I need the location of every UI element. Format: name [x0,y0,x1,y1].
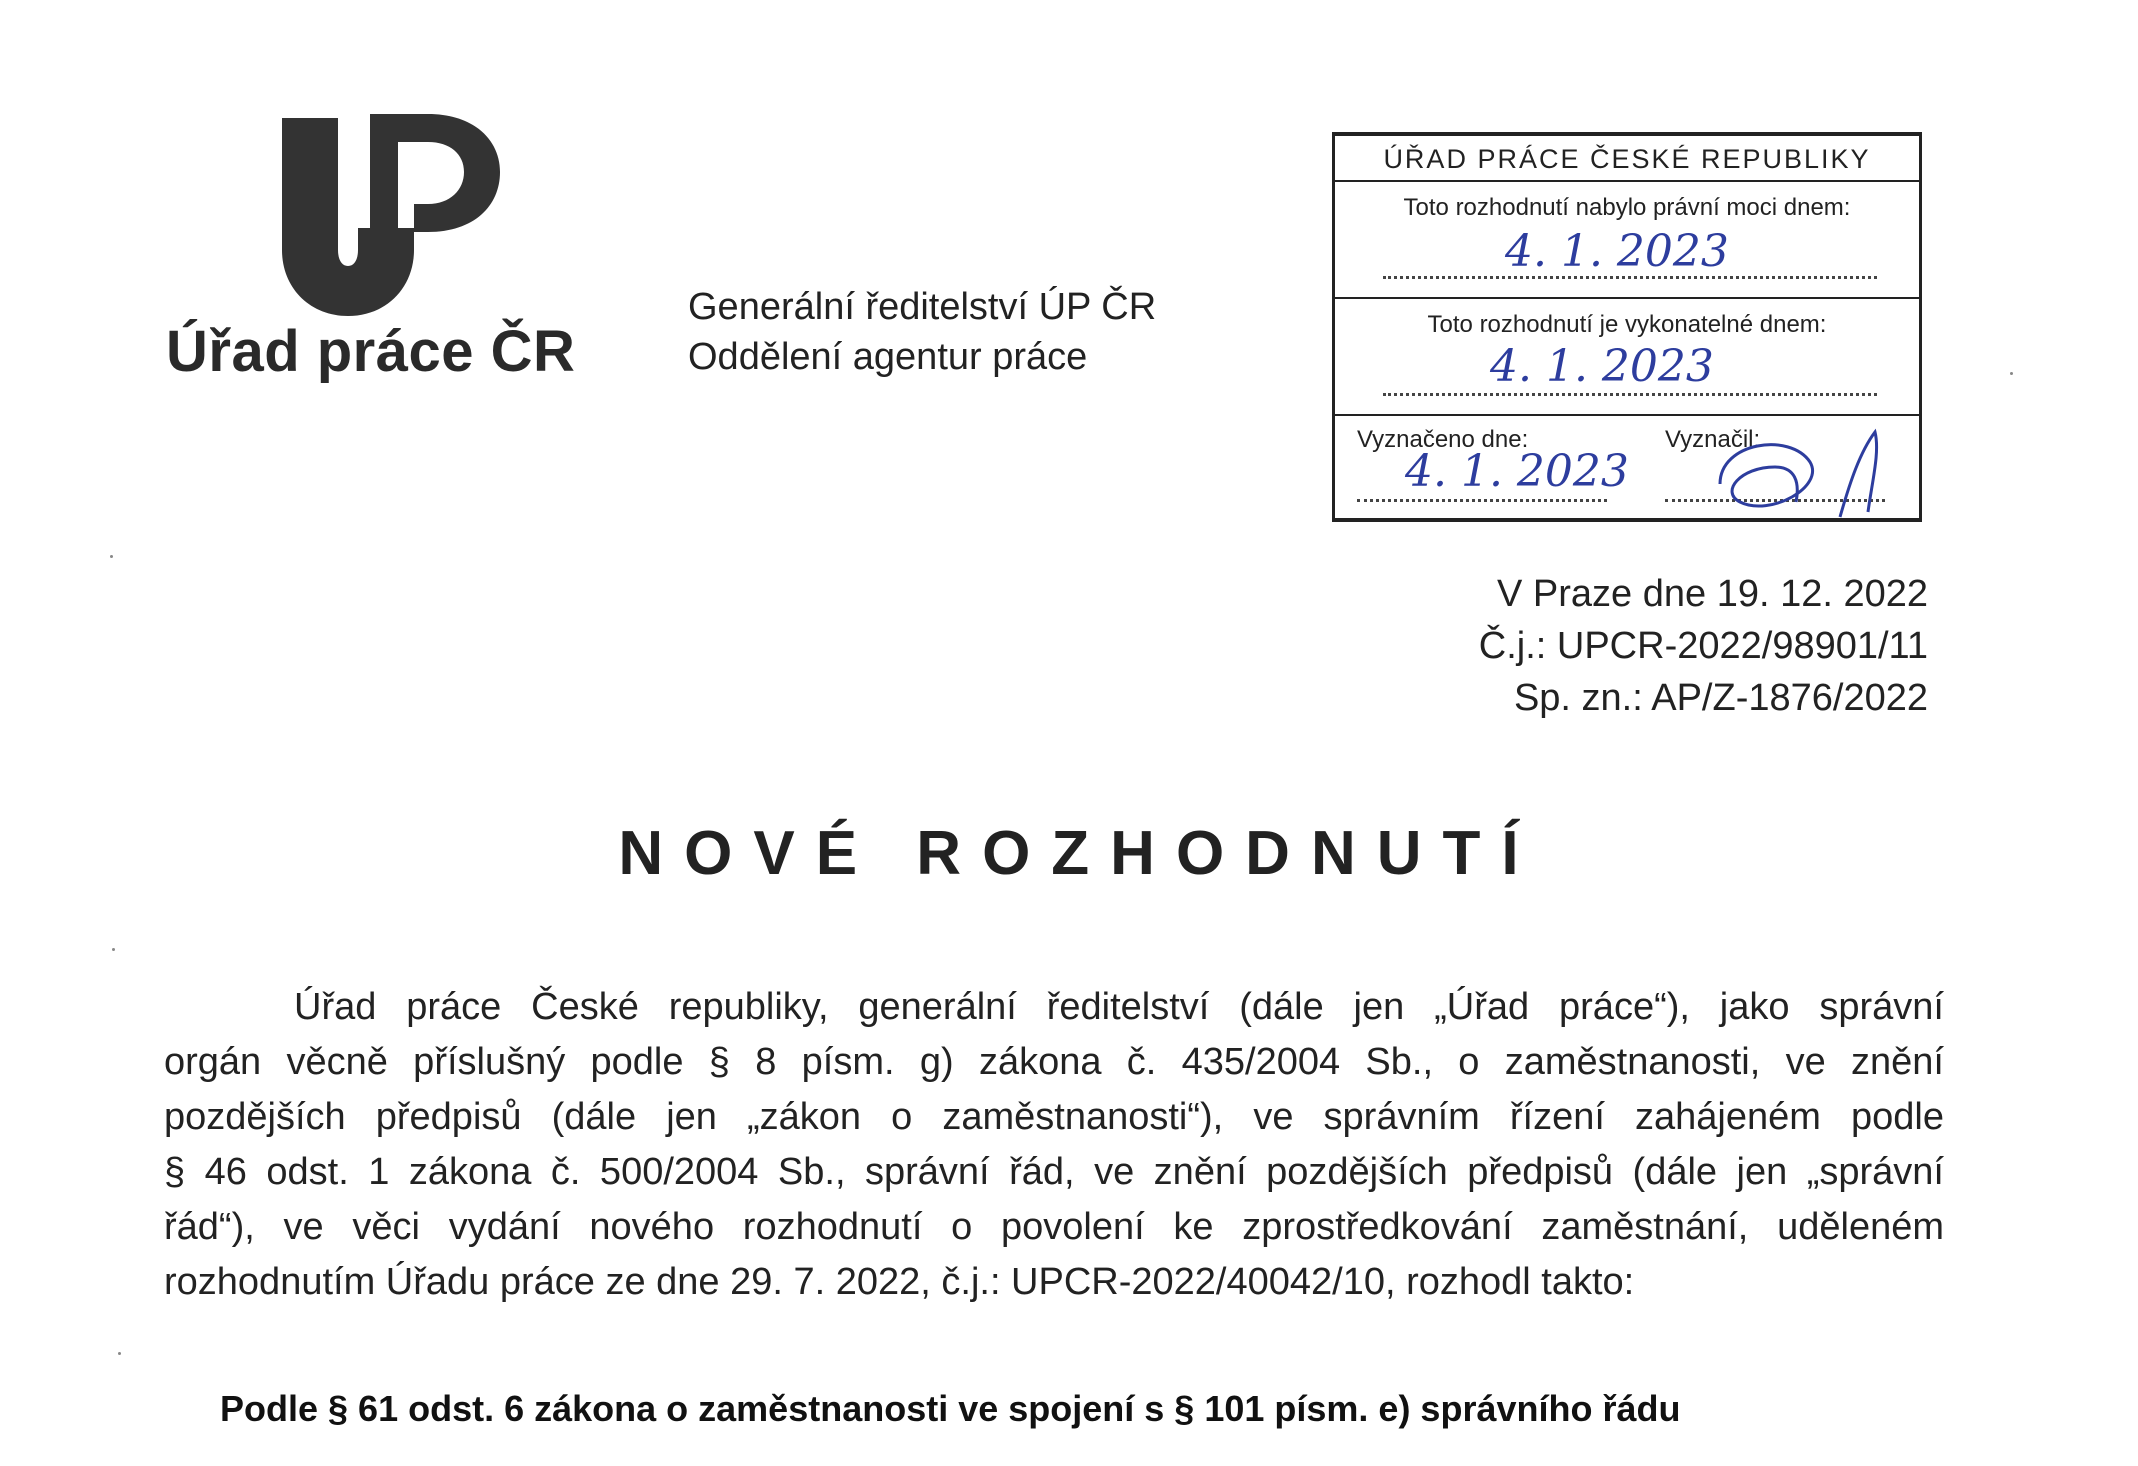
document-heading: NOVÉ ROZHODNUTÍ [618,819,1540,888]
reference-block [1479,568,1928,724]
stamp-row-enforceable [1335,299,1919,416]
logo [160,110,590,400]
decision-paragraph [164,980,1944,1310]
paragraph-line: rozhodnutím Úřadu práce ze dne 29. 7. 2022, č.j.: UPCR-2022/40042/10, rozhodl takto: [164,1261,1635,1303]
paragraph-line: Úřad práce České republiky, generální ředitelství (dále jen „Úřad práce“), jako správní [294,986,1944,1028]
stamp-title: ÚŘAD PRÁCE ČESKÉ REPUBLIKY [1335,136,1919,182]
stamp-row-marked [1335,416,1919,520]
file-number: Sp. zn.: AP/Z-1876/2022 [1513,677,1928,719]
logo-text: Úřad práce ČR [166,319,576,384]
stamp-dotted-line [1357,499,1607,502]
handwritten-signature [1700,422,1900,522]
department-heading [688,282,1156,382]
paragraph-line: pozdějších předpisů (dále jen „zákon o zaměstnanosti“), ve správním řízení zahájeném podle [164,1096,1944,1138]
stamp-marked-by-label: Vyznačil: [1665,426,1761,453]
place-date: V Praze dne 19. 12. 2022 [1497,573,1928,615]
paragraph-line: orgán věcně příslušný podle § 8 písm. g) zákona č. 435/2004 Sb., o zaměstnanosti, ve znění [164,1041,1944,1083]
stamp-legal-force-label: Toto rozhodnutí nabylo právní moci dnem: [1403,194,1851,221]
department-line-2: Oddělení agentur práce [688,336,1088,378]
up-cr-logo-icon [278,110,508,320]
reference-number: Č.j.: UPCR-2022/98901/11 [1478,625,1928,667]
stamp-marked-date: 4. 1. 2023 [1405,446,1629,497]
paragraph-line: řád“), ve věci vydání nového rozhodnutí o povolení ke zprostředkování zaměstnání, uděleném [164,1206,1944,1248]
stamp-legal-force-date: 4. 1. 2023 [1505,226,1729,277]
scan-speck [2010,372,2013,375]
scan-speck [110,555,113,558]
scan-speck [118,1352,121,1355]
legal-basis: Podle § 61 odst. 6 zákona o zaměstnanosti ve spojení s § 101 písm. e) správního řádu [220,1388,1681,1429]
paragraph-line: § 46 odst. 1 zákona č. 500/2004 Sb., správní řád, ve znění pozdějších předpisů (dále jen „správní [164,1151,1944,1193]
stamp-enforceable-date: 4. 1. 2023 [1490,341,1714,392]
stamp-marked-label: Vyznačeno dne: [1357,426,1529,453]
scan-speck [112,948,115,951]
stamp-row-legal-force [1335,182,1919,299]
stamp-enforceable-label: Toto rozhodnutí je vykonatelné dnem: [1427,311,1827,338]
stamp-dotted-line [1383,393,1877,396]
legal-force-stamp [1332,132,1922,522]
department-line-1: Generální ředitelství ÚP ČR [688,286,1157,328]
